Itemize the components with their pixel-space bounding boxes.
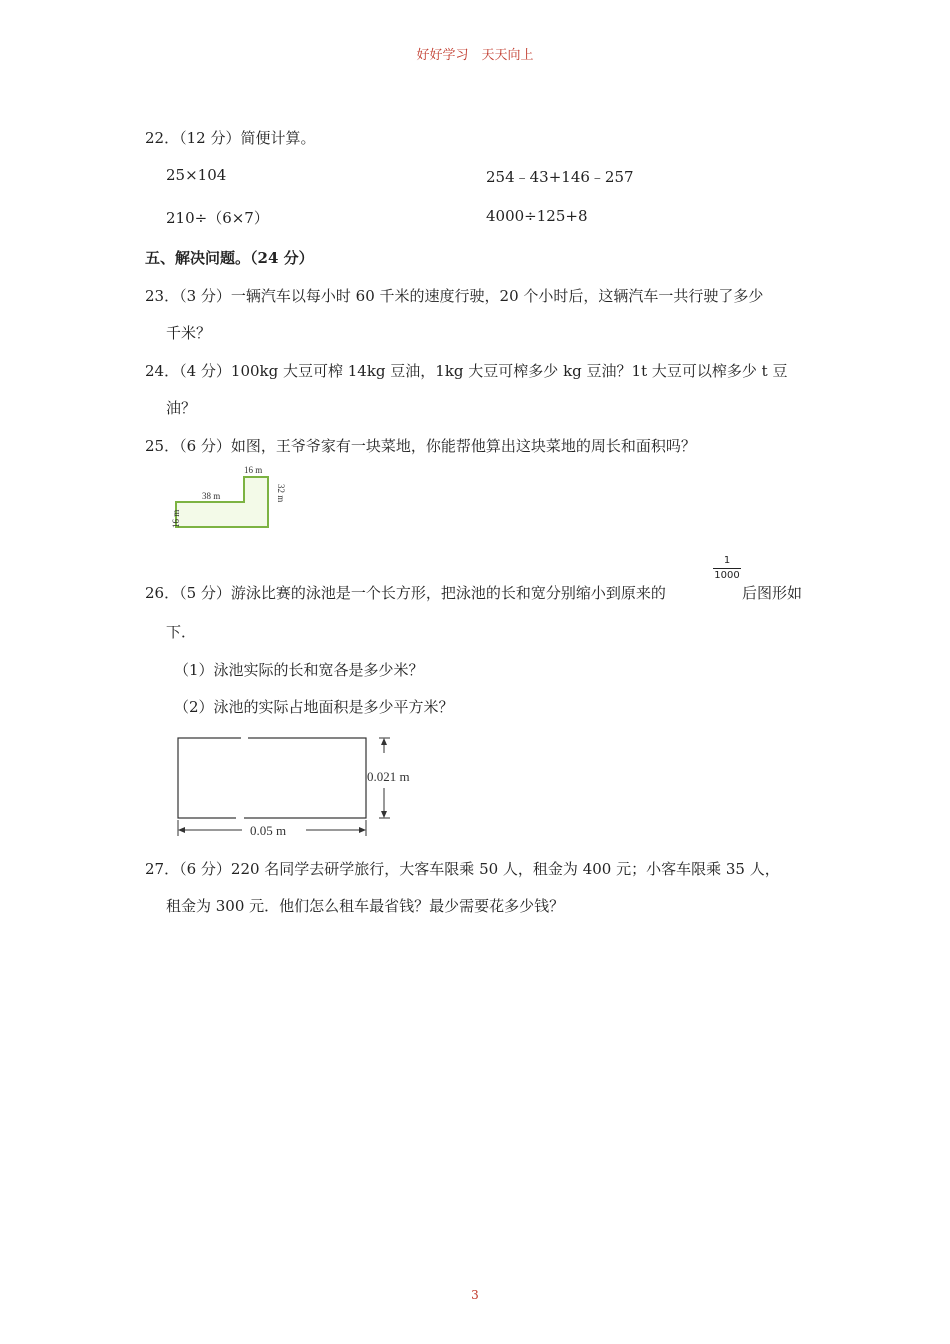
plot-label-right: 32 m xyxy=(276,484,286,503)
plot-label-top: 16 m xyxy=(244,465,263,475)
q22-expr-1: 25×104 xyxy=(166,166,227,184)
section-5-title: 五、解决问题。（24 分） xyxy=(145,249,314,267)
width-arrow-right-icon xyxy=(359,827,366,833)
fraction-denominator: 1000 xyxy=(714,570,740,581)
pool-width-label: 0.05 m xyxy=(250,823,287,838)
q22-title: 22．（12 分）简便计算。 xyxy=(145,129,316,147)
page-number: 3 xyxy=(471,1288,479,1302)
pool-height-label: 0.021 m xyxy=(367,769,410,784)
q26-line-1a: 26．（5 分）游泳比赛的泳池是一个长方形，把泳池的长和宽分别缩小到原来的 xyxy=(145,584,666,602)
height-arrow-up-icon xyxy=(381,738,387,745)
fraction-numerator: 1 xyxy=(723,555,731,566)
q27-line-1: 27．（6 分）220 名同学去研学旅行，大客车限乘 50 人，租金为 400 元；小客车限乘 35 人， xyxy=(145,860,780,878)
fraction-bar xyxy=(713,568,741,569)
pool-rectangle-figure xyxy=(170,728,425,840)
q27-line-2: 租金为 300 元．他们怎么租车最省钱？最少需要花多少钱？ xyxy=(166,897,565,915)
q24-line-2: 油？ xyxy=(166,399,197,417)
plot-outline xyxy=(176,477,268,527)
q22-expr-3: 210÷（6×7） xyxy=(166,209,269,227)
vegetable-plot-figure xyxy=(168,460,288,535)
q26-sub-question-2: （2）泳池的实际占地面积是多少平方米？ xyxy=(174,698,454,716)
q23-line-1: 23．（3 分）一辆汽车以每小时 60 千米的速度行驶，20 个小时后，这辆汽车一共行驶了多少 xyxy=(145,287,764,305)
q26-line-2: 下． xyxy=(166,623,197,641)
q26-line-1b: 后图形如 xyxy=(742,584,803,602)
q24-line-1: 24．（4 分）100kg 大豆可榨 14kg 豆油，1kg 大豆可榨多少 kg 豆油？1t 大豆可以榨多少 t 豆 xyxy=(145,362,788,380)
pool-rectangle xyxy=(178,738,366,818)
q26-fraction xyxy=(713,555,741,582)
q22-expr-4: 4000÷125+8 xyxy=(486,207,588,225)
q23-line-2: 千米？ xyxy=(166,324,212,342)
width-arrow-left-icon xyxy=(178,827,185,833)
plot-label-left: 16 m xyxy=(171,509,181,528)
q26-sub-question-1: （1）泳池实际的长和宽各是多少米？ xyxy=(174,661,424,679)
height-arrow-down-icon xyxy=(381,811,387,818)
q25-line-1: 25．（6 分）如图，王爷爷家有一块菜地，你能帮他算出这块菜地的周长和面积吗？ xyxy=(145,437,696,455)
plot-label-middle: 38 m xyxy=(202,491,221,501)
q22-expr-2: 254﹣43+146﹣257 xyxy=(486,168,634,186)
page-header: 好好学习 天天向上 xyxy=(416,48,534,63)
